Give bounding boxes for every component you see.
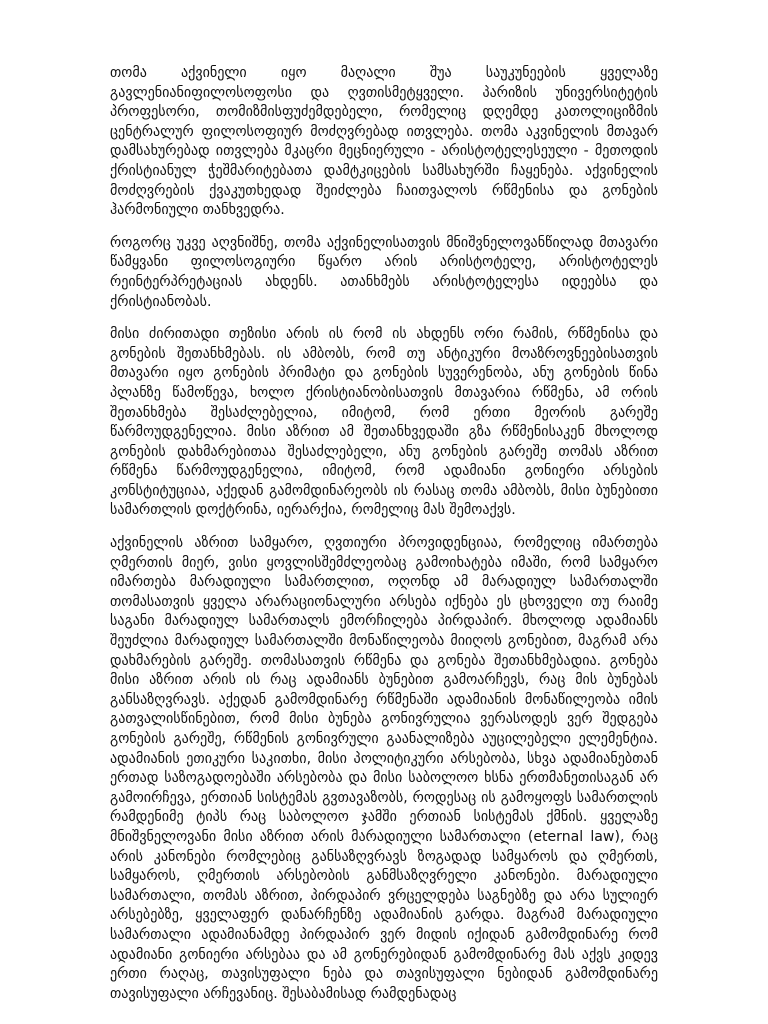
paragraph-1: თომა აქვინელი იყო მაღალი შუა საუკუნეების ყველაზე გავლენიანიფილოსოფოსი და ღვთისმეტყველი. პარიზის უნივერსიტეტის პროფესორი, თომიზმისფუძემდებელი, რომელიც დღემდე კათოლიციზმის ცენტრალურ ფილოსოფიურ მოძღვრებად ითვლება. თომა აკვინელის მთავარ დამსახურებად ითვლება მკაცრი მეცნიერული - არისტოტელესეული - მეთოდის ქრისტიანულ ჭეშმარიტებათა დამტკიცების სამსახურში ჩაყენება. აქვინელის მოძღვრების ქვაკუთხედად შეიძლება ჩაითვალოს რწმენისა და გონების ჰარმონიული თანხვედრა. <box>110 65 658 219</box>
paragraph-2: როგორც უკვე აღვნიშნე, თომა აქვინელისათვის მნიშვნელოვანწილად მთავარი წამყვანი ფილოსოგიური წყარო არის არისტოტელე, არისტოტელეს რეინტერპრეტაციას ახდენს. ათანხმებს არისტოტელესა იდეებსა და ქრისტიანობას. <box>110 234 658 310</box>
paragraph-4: აქვინელის აზრით სამყარო, ღვთიური პროვიდენციაა, რომელიც იმართება ღმერთის მიერ, ვისი ყოვლისშემძლეობაც გამოიხატება იმაში, რომ სამყარო იმართება მარადიული სამართლით, ოღონდ ამ მარადიულ სამართალში თომასათვის ყველა არარაციონალური არსება იქნება ეს ცხოველი თუ რაიმე საგანი მარადიულ სამართალს ემორჩილება პირდაპირ. მხოლოდ ადამიანს შეუძლია მარადიულ სამართალში მონაწილეობა მიიღოს გონებით, მაგრამ არა დახმარების გარეშე. თომასათვის რწმენა და გონება შეთანხმებადია. გონება მისი აზრით არის ის რაც ადამიანს ბუნებით გამოარჩევს, რაც მის ბუნებას განსაზღვრავს. აქედან გამომდინარე რწმენაში ადამიანის მონაწილეობა იმის გათვალისწინებით, რომ მისი ბუნება გონივრულია ვერასოდეს ვერ შედგება გონების გარეშე, რწმენის გონივრული გაანალიზება აუცილებელი ელემენტია. ადამიანის ეთიკური საკითხი, მისი პოლიტიკური არსებობა, სხვა ადამიანებთან ერთად საზოგადოებაში არსებობა და მისი საბოლოო ხსნა ერთმანეთისაგან არ გამოირჩევა, ერთიან სისტემას გვთავაზობს, როდესაც ის გამოყოფს სამართლის რამდენიმე ტიპს რაც საბოლოო ჯამში ერთიან სისტემას ქმნის. ყველაზე მნიშვნელოვანი მისი აზრით არის მარადიული სამართალი (eternal law), რაც არის კანონები რომლებიც განსაზღვრავს ზოგადად სამყაროს და ღმერთს, სამყაროს, ღმერთის არსებობის განმსაზღვრელი კანონები. მარადიული სამართალი, თომას აზრით, პირდაპირ ვრცელდება საგნებზე და არა სულიერ არსებებზე, ყველაფერ დანარჩენზე ადამიანის გარდა. მაგრამ მარადიული სამართალი ადამიანამდე პირდაპირ ვერ მიდის იქიდან გამომდინარე რომ ადამიანი გონიერი არსებაა და ამ გონერებიდან გამომდინარე მას აქვს კიდევ ერთი რაღაც, თავისუფალი ნება და თავისუფალი ნებიდან გამომდინარე თავისუფალი არჩევანიც. შესაბამისად რამდენადაც <box>110 535 658 1002</box>
paragraph-3: მისი ძირითადი თეზისი არის ის რომ ის ახდენს ორი რამის, რწმენისა და გონების შეთანხმებას. ის ამბობს, რომ თუ ანტიკური მოაზროვნეებისათვის მთავარი იყო გონების პრიმატი და გონების სუვერენობა, ანუ გონების წინა პლანზე წამოწევა, ხოლო ქრისტიანობისათვის მთავარია რწმენა, ამ ორის შეთანხმება შესაძლებელია, იმიტომ, რომ ერთი მეორის გარეშე წარმოუდგენელია. მისი აზრით ამ შეთანხვედაში გზა რწმენისაკენ მხოლოდ გონების დახმარებითაა შესაძლებელი, ანუ გონების გარეშე თომას აზრით რწმენა წარმოუდგენელია, იმიტომ, რომ ადამიანი გონიერი არსების კონსტიტუციაა, აქედან გამომდინარეობს ის რასაც თომა ამბობს, მისი ბუნებითი სამართლის დოქტრინა, იერარქია, რომელიც მას შემოაქვს. <box>110 326 658 519</box>
document-page <box>110 64 658 1017</box>
